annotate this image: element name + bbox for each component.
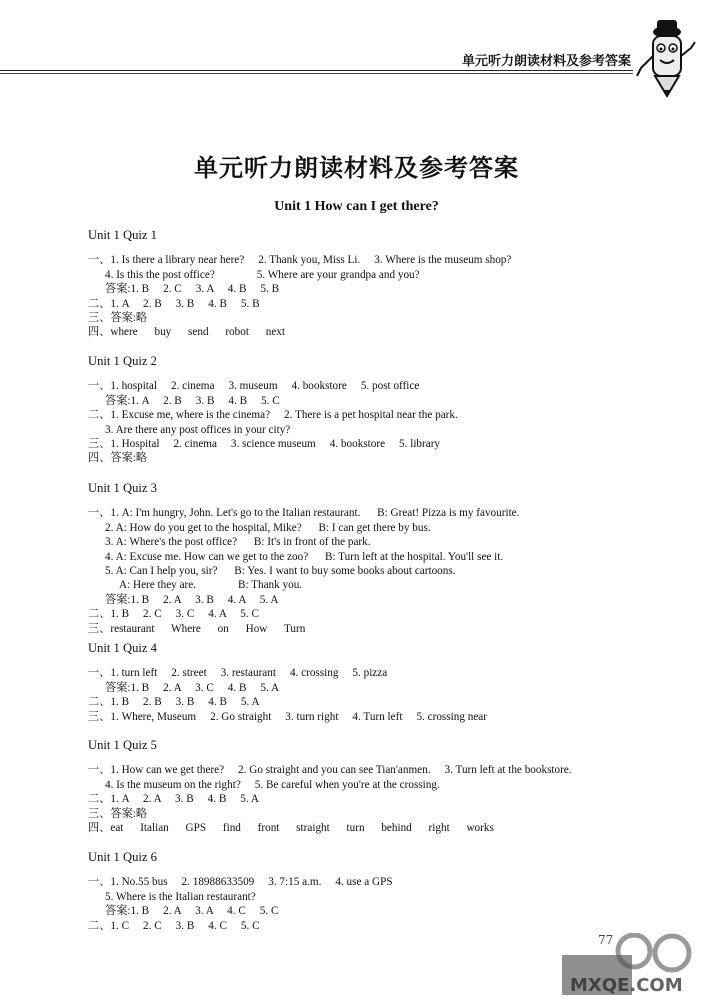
unit-heading: Unit 1 How can I get there? bbox=[274, 199, 439, 214]
quiz-line: 答案:1. B 2. C 3. A 4. B 5. B bbox=[105, 283, 280, 296]
quiz-line: 四、eat Italian GPS find front straight turn behind right works bbox=[88, 822, 494, 835]
header-title: 单元听力朗读材料及参考答案 bbox=[461, 54, 631, 69]
page-header bbox=[0, 0, 713, 80]
quiz-line: 一、1. A: I'm hungry, John. Let's go to the Italian restaurant. B: Great! Pizza is my favourite. bbox=[88, 507, 520, 520]
quiz-line: 四、where buy send robot next bbox=[88, 326, 285, 339]
quiz-line: A: Here they are. B: Thank you. bbox=[119, 579, 303, 592]
quiz-line: 三、1. Where, Museum 2. Go straight 3. turn right 4. Turn left 5. crossing near bbox=[88, 710, 487, 723]
quiz-6 bbox=[88, 850, 648, 933]
quiz-line: 二、1. B 2. B 3. B 4. B 5. A bbox=[88, 696, 260, 709]
quiz-line: 三、1. Hospital 2. cinema 3. science museum 4. bookstore 5. library bbox=[88, 438, 441, 451]
quiz-line: 4. A: Excuse me. How can we get to the zoo? B: Turn left at the hospital. You'll see it. bbox=[105, 550, 504, 563]
quiz-line: 答案:1. B 2. A 3. C 4. B 5. A bbox=[105, 681, 280, 694]
quiz-title: Unit 1 Quiz 5 bbox=[88, 738, 157, 752]
quiz-line: 一、1. How can we get there? 2. Go straight and you can see Tian'anmen. 3. Turn left at the bookstore. bbox=[88, 764, 572, 777]
quiz-line: 3. Are there any post offices in your city? bbox=[105, 423, 291, 436]
quiz-line: 5. A: Can I help you, sir? B: Yes. I want to buy some books about cartoons. bbox=[105, 565, 456, 578]
watermark-logo bbox=[562, 933, 702, 995]
quiz-line: 二、1. A 2. A 3. B 4. B 5. A bbox=[88, 793, 259, 806]
quiz-4 bbox=[88, 641, 648, 738]
quiz-line: 5. Where is the Italian restaurant? bbox=[105, 890, 256, 903]
quiz-title: Unit 1 Quiz 2 bbox=[88, 354, 157, 368]
main-title: 单元听力朗读材料及参考答案 bbox=[194, 154, 519, 182]
page-number: 77 bbox=[598, 933, 614, 947]
quiz-line: 一、1. hospital 2. cinema 3. museum 4. bookstore 5. post office bbox=[88, 380, 420, 393]
quiz-line: 三、restaurant Where on How Turn bbox=[88, 622, 306, 635]
quiz-title: Unit 1 Quiz 4 bbox=[88, 641, 157, 655]
quiz-line: 二、1. A 2. B 3. B 4. B 5. B bbox=[88, 297, 260, 310]
quiz-3 bbox=[88, 481, 648, 641]
header-rule bbox=[0, 70, 633, 71]
quiz-5 bbox=[88, 738, 648, 850]
quiz-line: 2. A: How do you get to the hospital, Mike? B: I can get there by bus. bbox=[105, 521, 431, 534]
quiz-line: 一、1. Is there a library near here? 2. Thank you, Miss Li. 3. Where is the museum shop? bbox=[88, 254, 512, 267]
quiz-line: 一、1. turn left 2. street 3. restaurant 4. crossing 5. pizza bbox=[88, 667, 388, 680]
quiz-line: 二、1. C 2. C 3. B 4. C 5. C bbox=[88, 919, 260, 932]
quiz-2 bbox=[88, 354, 648, 481]
quiz-line: 三、答案:略 bbox=[88, 312, 148, 325]
quiz-line: 答案:1. B 2. A 3. B 4. A 5. A bbox=[105, 593, 279, 606]
quiz-title: Unit 1 Quiz 6 bbox=[88, 850, 157, 864]
header-rule-thin bbox=[0, 73, 633, 74]
quiz-line: 答案:1. A 2. B 3. B 4. B 5. C bbox=[105, 394, 280, 407]
watermark-text: MXQE.COM bbox=[570, 975, 683, 995]
quiz-line: 四、答案:略 bbox=[88, 452, 148, 465]
quiz-line: 4. Is the museum on the right? 5. Be careful when you're at the crossing. bbox=[105, 778, 440, 791]
quiz-line: 4. Is this the post office? 5. Where are your grandpa and you? bbox=[105, 268, 420, 281]
quiz-line: 三、答案:略 bbox=[88, 807, 148, 820]
pencil-mascot-icon bbox=[631, 14, 701, 99]
quiz-line: 二、1. Excuse me, where is the cinema? 2. There is a pet hospital near the park. bbox=[88, 409, 458, 422]
quiz-line: 一、1. No.55 bus 2. 18988633509 3. 7:15 a.m. 4. use a GPS bbox=[88, 876, 393, 889]
quiz-line: 答案:1. B 2. A 3. A 4. C 5. C bbox=[105, 905, 279, 918]
quiz-line: 二、1. B 2. C 3. C 4. A 5. C bbox=[88, 608, 259, 621]
quiz-1 bbox=[88, 228, 648, 354]
quiz-title: Unit 1 Quiz 3 bbox=[88, 481, 157, 495]
quiz-line: 3. A: Where's the post office? B: It's in front of the park. bbox=[105, 536, 371, 549]
quiz-title: Unit 1 Quiz 1 bbox=[88, 228, 157, 242]
answer-content bbox=[88, 228, 648, 933]
